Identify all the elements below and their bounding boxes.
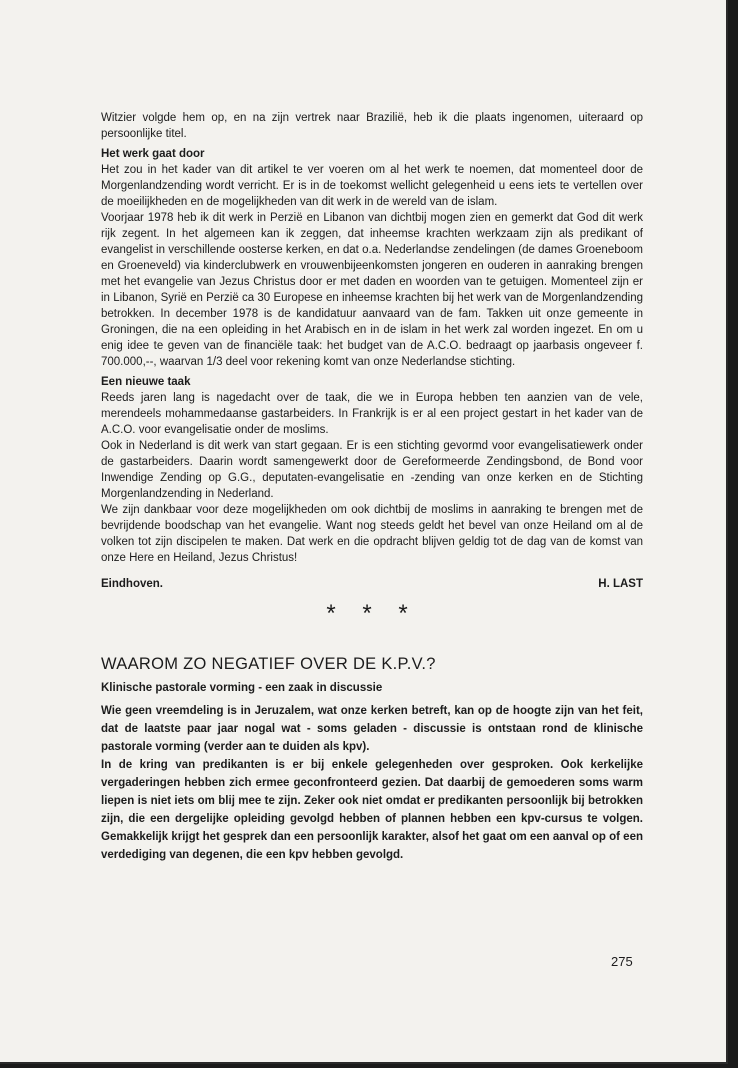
signature-place: Eindhoven. (101, 578, 163, 590)
paragraph: In de kring van predikanten is er bij enkele gelegenheden over gesproken. Ook kerkelijke vergaderingen hebben zich ermee geconfronteerd gezien. Dat daarbij de gemoederen soms warm liepen is niet iets om blij mee te zijn. Zeker ook niet omdat er predikanten persoonlijk bij betrokken zijn, die een dergelijke opleiding gevolgd hebben of plannen hebben een kpv-cursus te volgen. Gemakkelijk krijgt het gesprek dan een persoonlijk karakter, alsof het gaat om een aanval op of een verdediging van degenen, die een kpv hebben gevolgd. (101, 759, 643, 861)
section-separator: * * * (326, 600, 418, 627)
text-column (101, 110, 643, 864)
signature-line (101, 576, 643, 592)
paragraph: We zijn dankbaar voor deze mogelijkheden om ook dichtbij de moslims in aanraking te brengen met de bevrijdende boodschap van het evangelie. Want nog steeds geldt het bevel van onze Heiland om al de volken tot zijn discipelen te maken. Dat werk en die opdracht blijven geldig tot de dag van de komst van onze Here en Heiland, Jezus Christus! (101, 504, 643, 564)
article-title: WAAROM ZO NEGATIEF OVER DE K.P.V.? (101, 655, 436, 673)
paragraph: Voorjaar 1978 heb ik dit werk in Perzië en Libanon van dichtbij mogen zien en gemerkt dat God dit werk rijk zegent. In het algemeen kan ik zeggen, dat inheemse krachten werkzaam zijn als predikant of evangelist in verschillende oosterse kerken, en dat o.a. Nederlandse zendelingen (de dames Groeneboom en Groeneveld) via kinderclubwerk en vrouwenbijeenkomsten jongeren en ouderen in aanraking brengen met het evangelie van Jezus Christus door er met daden en woorden van te getuigen. Momenteel zijn er in Libanon, Syrië en Perzië ca 30 Europese en inheemse krachten bij het werk van de Morgenlandzending betrokken. In december 1978 is de kandidatuur aanvaard van de fam. Takken uit onze gemeente in Groningen, die na een opleiding in het Arabisch en in de islam in het werk zal worden ingezet. En om u enig idee te geven van de financiële taak: het budget van de A.C.O. bedraagt op jaarbasis ongeveer f. 700.000,--, waarvan 1/3 deel voor rekening komt van onze Nederlandse stichting. (101, 212, 643, 368)
article-subtitle: Klinische pastorale vorming - een zaak in discussie (101, 682, 383, 694)
article-body (101, 702, 643, 864)
intro-paragraph: Witzier volgde hem op, en na zijn vertrek naar Brazilië, heb ik die plaats ingenomen, uiteraard op persoonlijke titel. (101, 112, 643, 140)
section-heading-taak: Een nieuwe taak (101, 376, 191, 388)
paragraph: Ook in Nederland is dit werk van start gegaan. Er is een stichting gevormd voor evangelisatiewerk onder de gastarbeiders. Daarin wordt samengewerkt door de Gereformeerde Zendingsbond, de Bond voor Inwendige Zending op G.G., deputaten-evangelisatie en -zending van onze kerken en de Stichting Morgenlandzending in Nederland. (101, 440, 643, 500)
page-number: 275 (611, 954, 633, 969)
paragraph: Het zou in het kader van dit artikel te ver voeren om al het werk te noemen, dat momenteel door de Morgenlandzending wordt verricht. Er is in de toekomst wellicht gelegenheid u eens iets te vertellen over de moeilijkheden en de mogelijkheden van dit werk in de wereld van de islam. (101, 164, 643, 208)
paragraph: Wie geen vreemdeling is in Jeruzalem, wat onze kerken betreft, kan op de hoogte zijn van het feit, dat de laatste paar jaar nogal wat - soms geladen - discussie is ontstaan rond de klinische pastorale vorming (verder aan te duiden als kpv). (101, 705, 643, 753)
signature-author: H. LAST (598, 578, 643, 590)
section-heading-werk: Het werk gaat door (101, 148, 205, 160)
paragraph: Reeds jaren lang is nagedacht over de taak, die we in Europa hebben ten aanzien van de vele, merendeels mohammedaanse gastarbeiders. In Frankrijk is er al een project gestart in het kader van de A.C.O. voor evangelisatie onder de moslims. (101, 392, 643, 436)
